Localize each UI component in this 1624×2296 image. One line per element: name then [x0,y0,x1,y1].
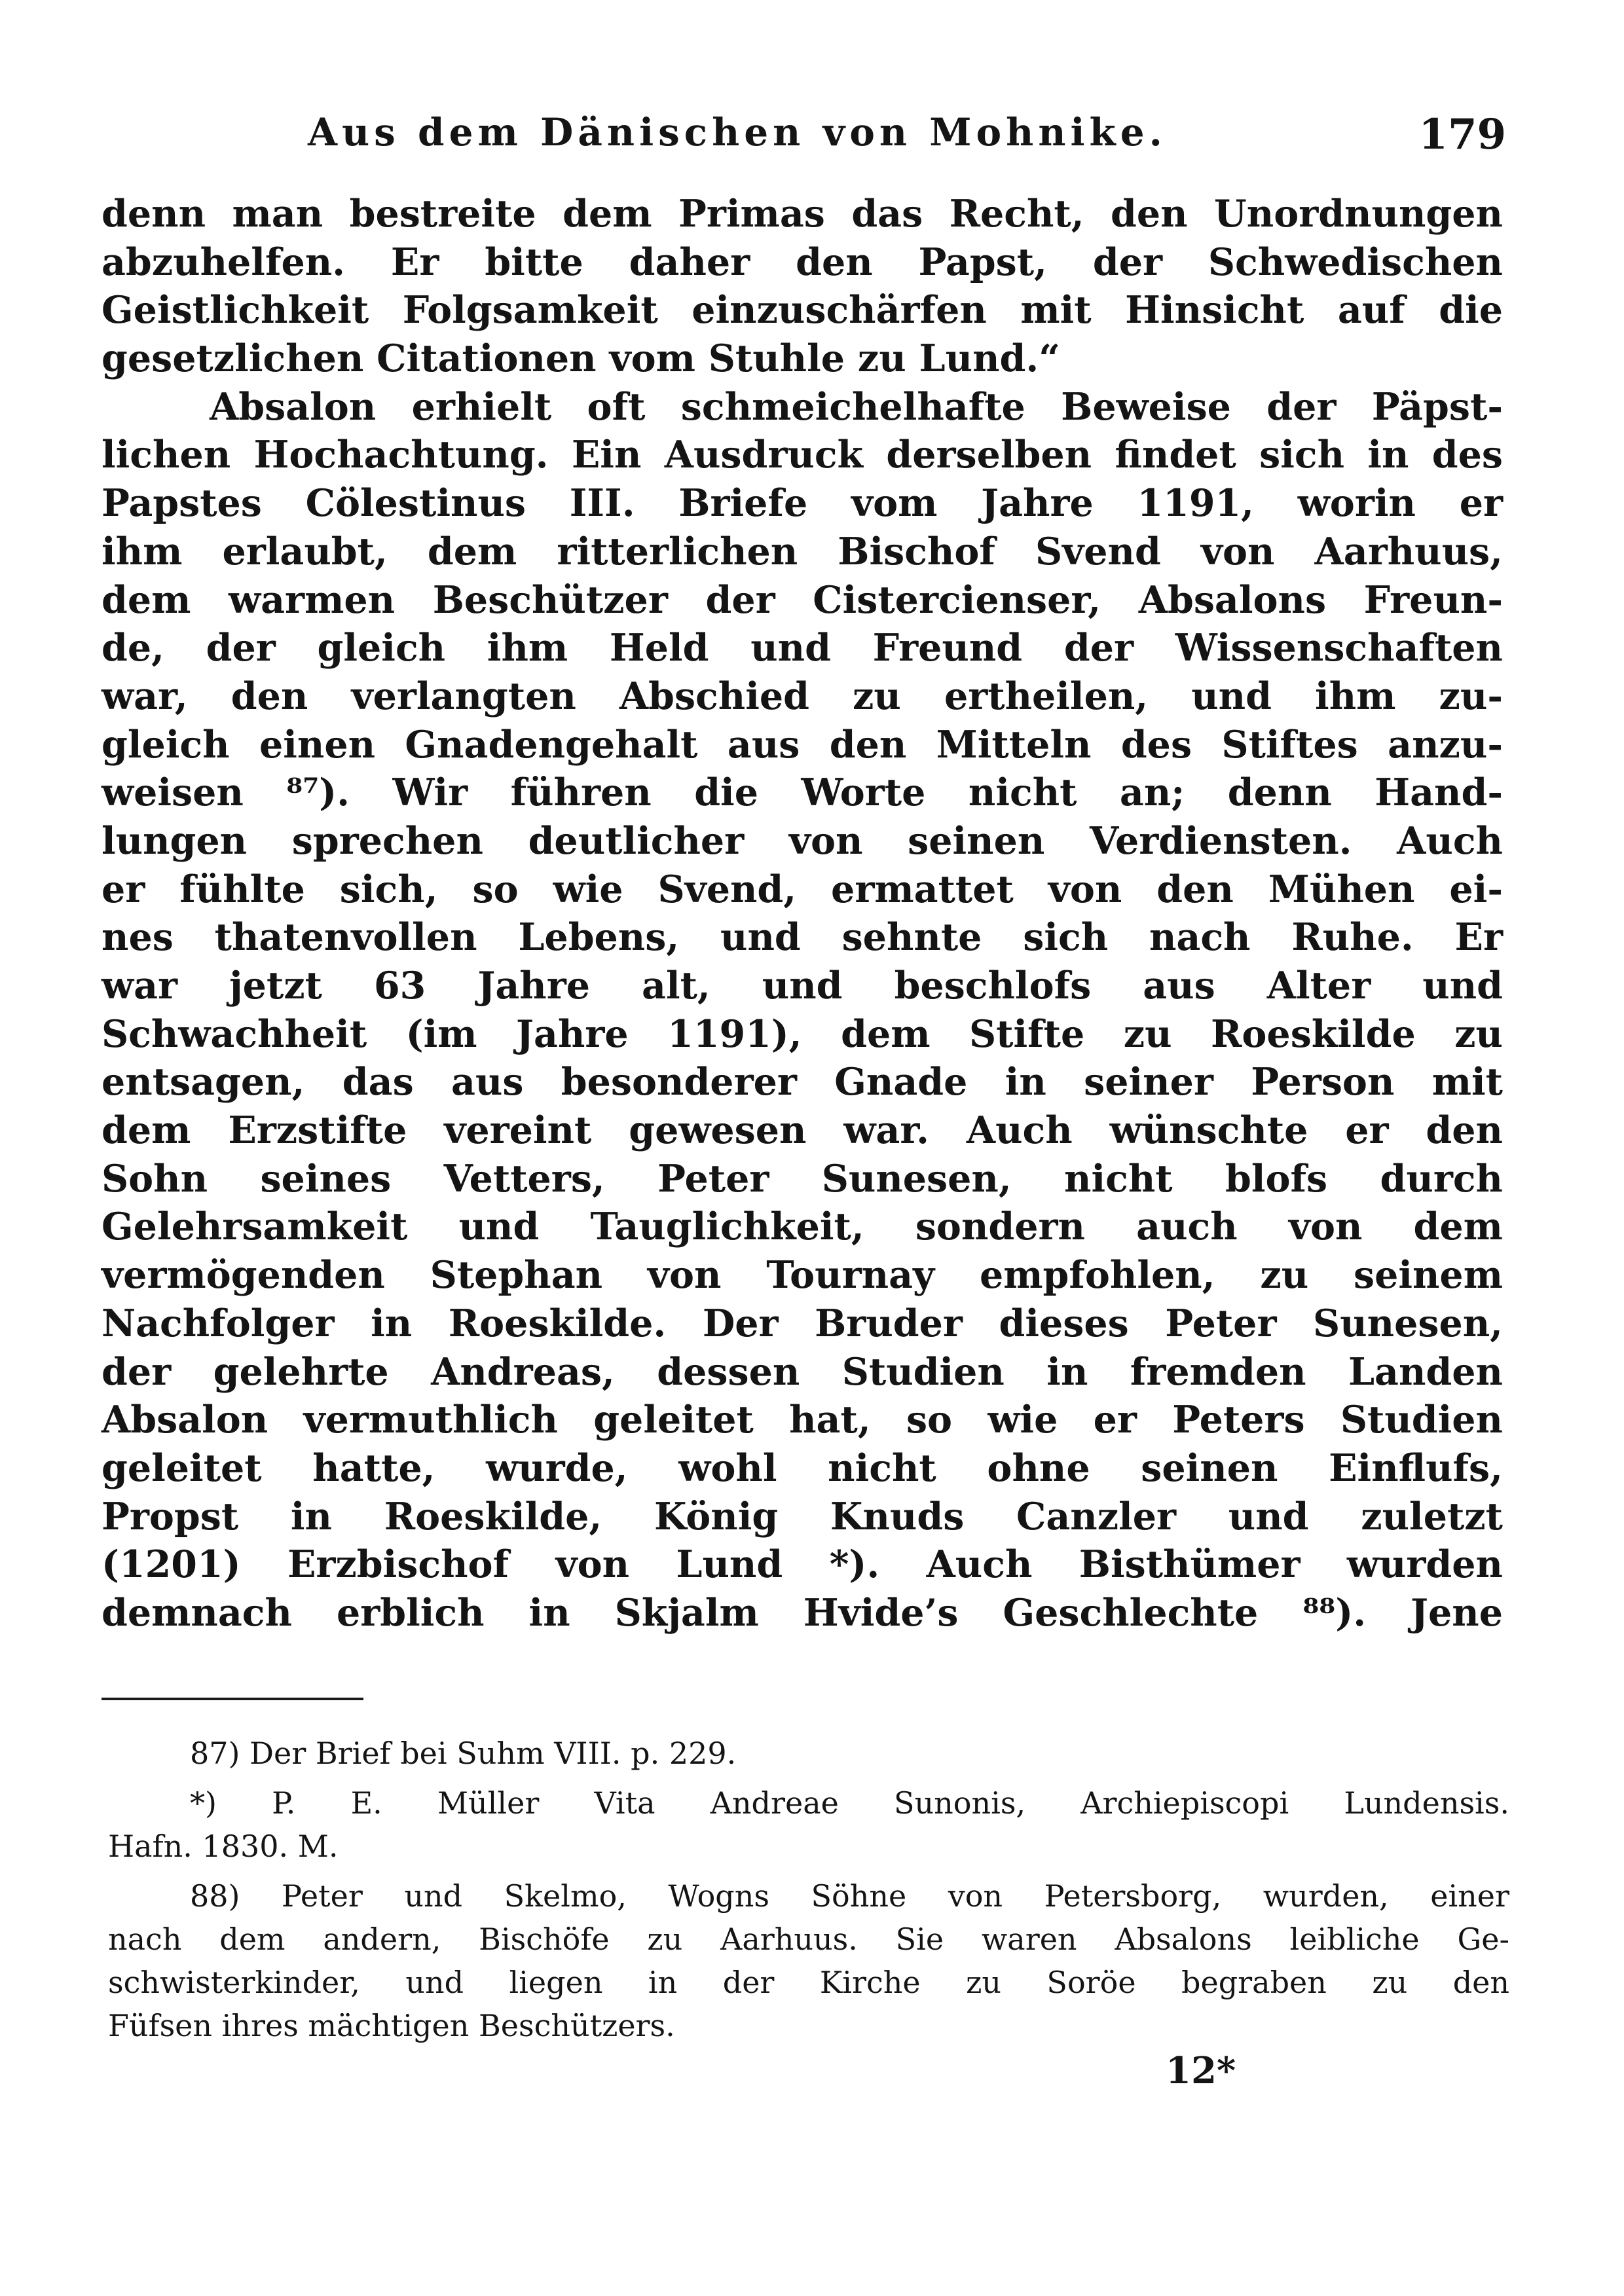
footnote-88-line: Füfsen ihres mächtigen Beschützers. [108,2008,675,2043]
text-line: war, den verlangten Abschied zu ertheilen, und ihm zu- [101,674,1503,718]
text-line: dem warmen Beschützer der Cistercienser, Absalons Freun- [101,577,1503,622]
text-line: lichen Hochachtung. Ein Ausdruck derselben findet sich in des [101,433,1503,477]
text-line: Sohn seines Vetters, Peter Sunesen, nicht blofs durch [101,1156,1503,1201]
text-line: Absalon vermuthlich geleitet hat, so wie er Peters Studien [101,1398,1503,1442]
text-line: Propst in Roeskilde, König Knuds Canzler und zuletzt [101,1494,1503,1539]
page-number: 179 [1418,110,1506,159]
signature-mark: 12* [1166,2049,1236,2092]
page-header [98,110,1506,162]
text-line: ihm erlaubt, dem ritterlichen Bischof Svend von Aarhuus, [101,529,1503,574]
text-line: gesetzlichen Citationen vom Stuhle zu Lund.“ [101,337,1060,381]
footnote-divider [101,1698,363,1700]
running-title: Aus dem Dänischen von Mohnike. [308,110,1167,155]
footnote-star-line: *) P. E. Müller Vita Andreae Sunonis, Archiepiscopi Lundensis. [190,1785,1509,1821]
footnotes [108,1732,1509,2047]
footnote-gap [108,1868,1509,1874]
main-text [101,190,1503,1637]
text-line: (1201) Erzbischof von Lund *). Auch Bisthümer wurden [101,1542,1503,1587]
footnote-87: 87) Der Brief bei Suhm VIII. p. 229. [190,1736,737,1771]
text-line: Papstes Cölestinus III. Briefe vom Jahre 1191, worin er [101,481,1503,526]
text-line: lungen sprechen deutlicher von seinen Verdiensten. Auch [101,818,1503,863]
footnote-star-line: Hafn. 1830. M. [108,1829,339,1864]
text-line: dem Erzstifte vereint gewesen war. Auch wünschte er den [101,1108,1503,1153]
text-line: Gelehrsamkeit und Tauglichkeit, sondern auch von dem [101,1205,1503,1249]
text-line: vermögenden Stephan von Tournay empfohlen, zu seinem [101,1253,1503,1298]
footnote-88-line: schwisterkinder, und liegen in der Kirche zu Soröe begraben zu den [108,1965,1509,2000]
text-line: Schwachheit (im Jahre 1191), dem Stifte zu Roeskilde zu [101,1011,1503,1056]
text-line: war jetzt 63 Jahre alt, und beschlofs aus Alter und [101,964,1503,1008]
text-line: abzuhelfen. Er bitte daher den Papst, der Schwedischen [101,240,1503,284]
text-line: demnach erblich in Skjalm Hvide’s Geschlechte ⁸⁸). Jene [101,1590,1503,1635]
text-line: der gelehrte Andreas, dessen Studien in fremden Landen [101,1349,1503,1394]
text-line: gleich einen Gnadengehalt aus den Mitteln des Stiftes anzu- [101,722,1503,767]
footnote-88-line: nach dem andern, Bischöfe zu Aarhuus. Sie waren Absalons leibliche Ge- [108,1922,1509,1957]
footnote-gap [108,1775,1509,1781]
text-line: denn man bestreite dem Primas das Recht, den Unordnungen [101,192,1503,236]
text-line: Geistlichkeit Folgsamkeit einzuschärfen mit Hinsicht auf die [101,288,1503,333]
text-line: de, der gleich ihm Held und Freund der Wissenschaften [101,626,1503,670]
text-line: er fühlte sich, so wie Svend, ermattet von den Mühen ei- [101,867,1503,911]
footnote-88-line: 88) Peter und Skelmo, Wogns Söhne von Petersborg, wurden, einer [190,1878,1509,1914]
text-line: geleitet hatte, wurde, wohl nicht ohne seinen Einflufs, [101,1446,1503,1490]
text-line: entsagen, das aus besonderer Gnade in seiner Person mit [101,1060,1503,1104]
text-line: Absalon erhielt oft schmeichelhafte Beweise der Päpst- [210,384,1503,429]
text-line: weisen ⁸⁷). Wir führen die Worte nicht an; denn Hand- [101,771,1503,815]
text-line: nes thatenvollen Lebens, und sehnte sich nach Ruhe. Er [101,915,1503,960]
text-line: Nachfolger in Roeskilde. Der Bruder dieses Peter Sunesen, [101,1301,1503,1345]
